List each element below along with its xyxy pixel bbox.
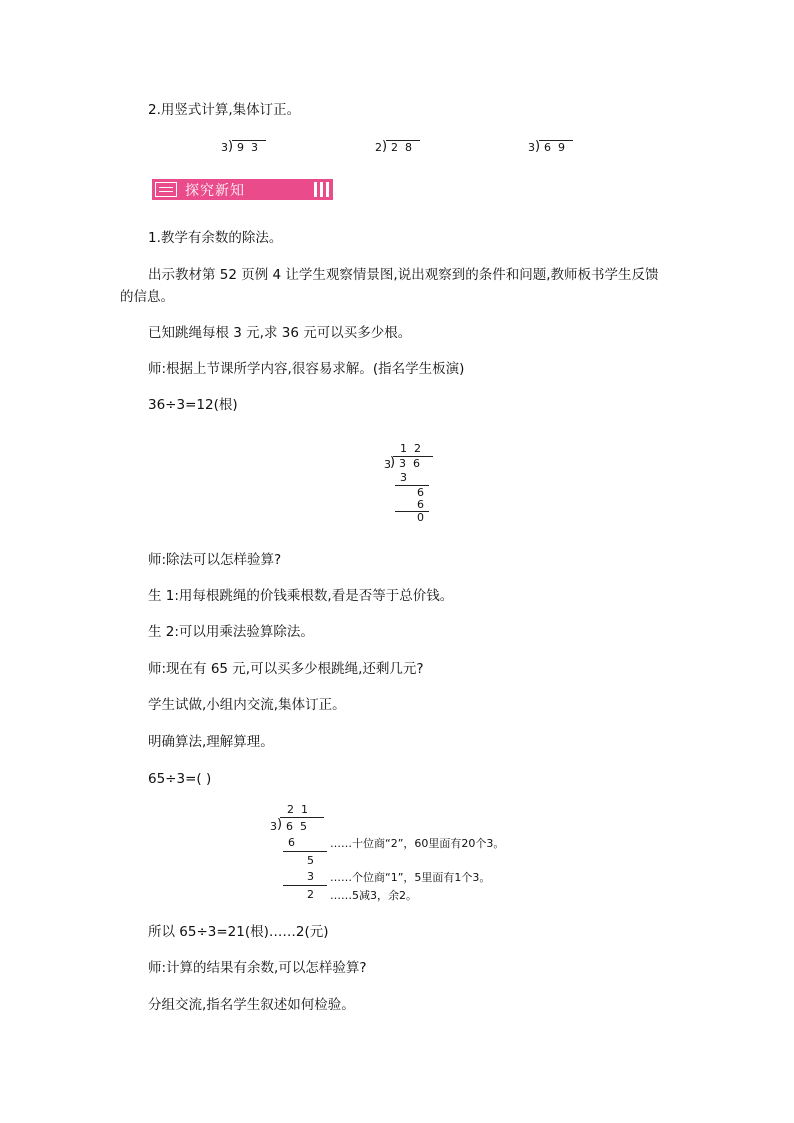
subtract-step-1: 6 xyxy=(288,836,295,849)
paragraph-5: 36÷3=12(根) xyxy=(148,397,238,413)
paragraph-14: 师:计算的结果有余数,可以怎样验算? xyxy=(148,960,367,976)
exercise-dividend: 9 3 xyxy=(237,141,258,154)
division-bracket: ) xyxy=(390,455,396,470)
exercise-divisor: 3 xyxy=(528,141,535,154)
subtract-step-2: 6 xyxy=(417,486,424,499)
dividend: 6 5 xyxy=(286,820,307,833)
subtract-line xyxy=(283,885,327,886)
paragraph-13: 所以 65÷3=21(根)……2(元) xyxy=(148,924,329,940)
subtract-step-3: 6 xyxy=(417,498,424,511)
exercise-divisor: 3 xyxy=(221,141,228,154)
paragraph-6: 师:除法可以怎样验算? xyxy=(148,552,282,568)
dividend: 3 6 xyxy=(399,457,420,470)
exercise-divisor: 2 xyxy=(375,141,382,154)
paragraph-2-line-2: 的信息。 xyxy=(120,289,174,305)
annotation-3: ……5减3，余2。 xyxy=(330,889,417,902)
quotient: 1 2 xyxy=(400,442,421,455)
subtract-step-1: 3 xyxy=(400,471,407,484)
remainder: 2 xyxy=(307,888,314,901)
division-bracket: ) xyxy=(382,139,388,154)
banner-stripes xyxy=(314,182,329,197)
paragraph-10: 学生试做,小组内交流,集体订正。 xyxy=(148,697,346,713)
subtract-step-2: 5 xyxy=(307,854,314,867)
paragraph-11: 明确算法,理解算理。 xyxy=(148,734,274,750)
exercise-dividend: 2 8 xyxy=(391,141,412,154)
subtract-line xyxy=(283,851,327,852)
annotation-2: ……个位商“1”，5里面有1个3。 xyxy=(330,871,491,884)
divisor: 3 xyxy=(270,820,277,833)
paragraph-1: 1.教学有余数的除法。 xyxy=(148,230,283,246)
division-bracket: ) xyxy=(535,139,541,154)
section-title: 探究新知 xyxy=(185,182,245,199)
paragraph-2-line-1: 出示教材第 52 页例 4 让学生观察情景图,说出观察到的条件和问题,教师板书学生反馈 xyxy=(148,267,659,283)
paragraph-8: 生 2:可以用乘法验算除法。 xyxy=(148,624,314,640)
paragraph-9: 师:现在有 65 元,可以买多少根跳绳,还剩几元? xyxy=(148,661,424,677)
paragraph-3: 已知跳绳每根 3 元,求 36 元可以买多少根。 xyxy=(148,325,412,341)
paragraph-12: 65÷3=( ) xyxy=(148,771,212,787)
section-banner xyxy=(152,179,333,200)
quotient: 2 1 xyxy=(287,803,308,816)
remainder: 0 xyxy=(417,511,424,524)
paragraph-15: 分组交流,指名学生叙述如何检验。 xyxy=(148,997,355,1013)
exercise-dividend: 6 9 xyxy=(544,141,565,154)
divisor: 3 xyxy=(384,458,391,471)
paragraph-7: 生 1:用每根跳绳的价钱乘根数,看是否等于总价钱。 xyxy=(148,588,454,604)
division-bar xyxy=(280,817,324,818)
division-bracket: ) xyxy=(277,817,283,832)
paragraph-4: 师:根据上节课所学内容,很容易求解。(指名学生板演) xyxy=(148,361,465,377)
section-number-two-icon xyxy=(155,182,177,197)
annotation-1: ……十位商“2”，60里面有20个3。 xyxy=(330,837,505,850)
step-2-instruction: 2.用竖式计算,集体订正。 xyxy=(148,102,301,118)
subtract-step-3: 3 xyxy=(307,870,314,883)
division-bracket: ) xyxy=(228,139,234,154)
